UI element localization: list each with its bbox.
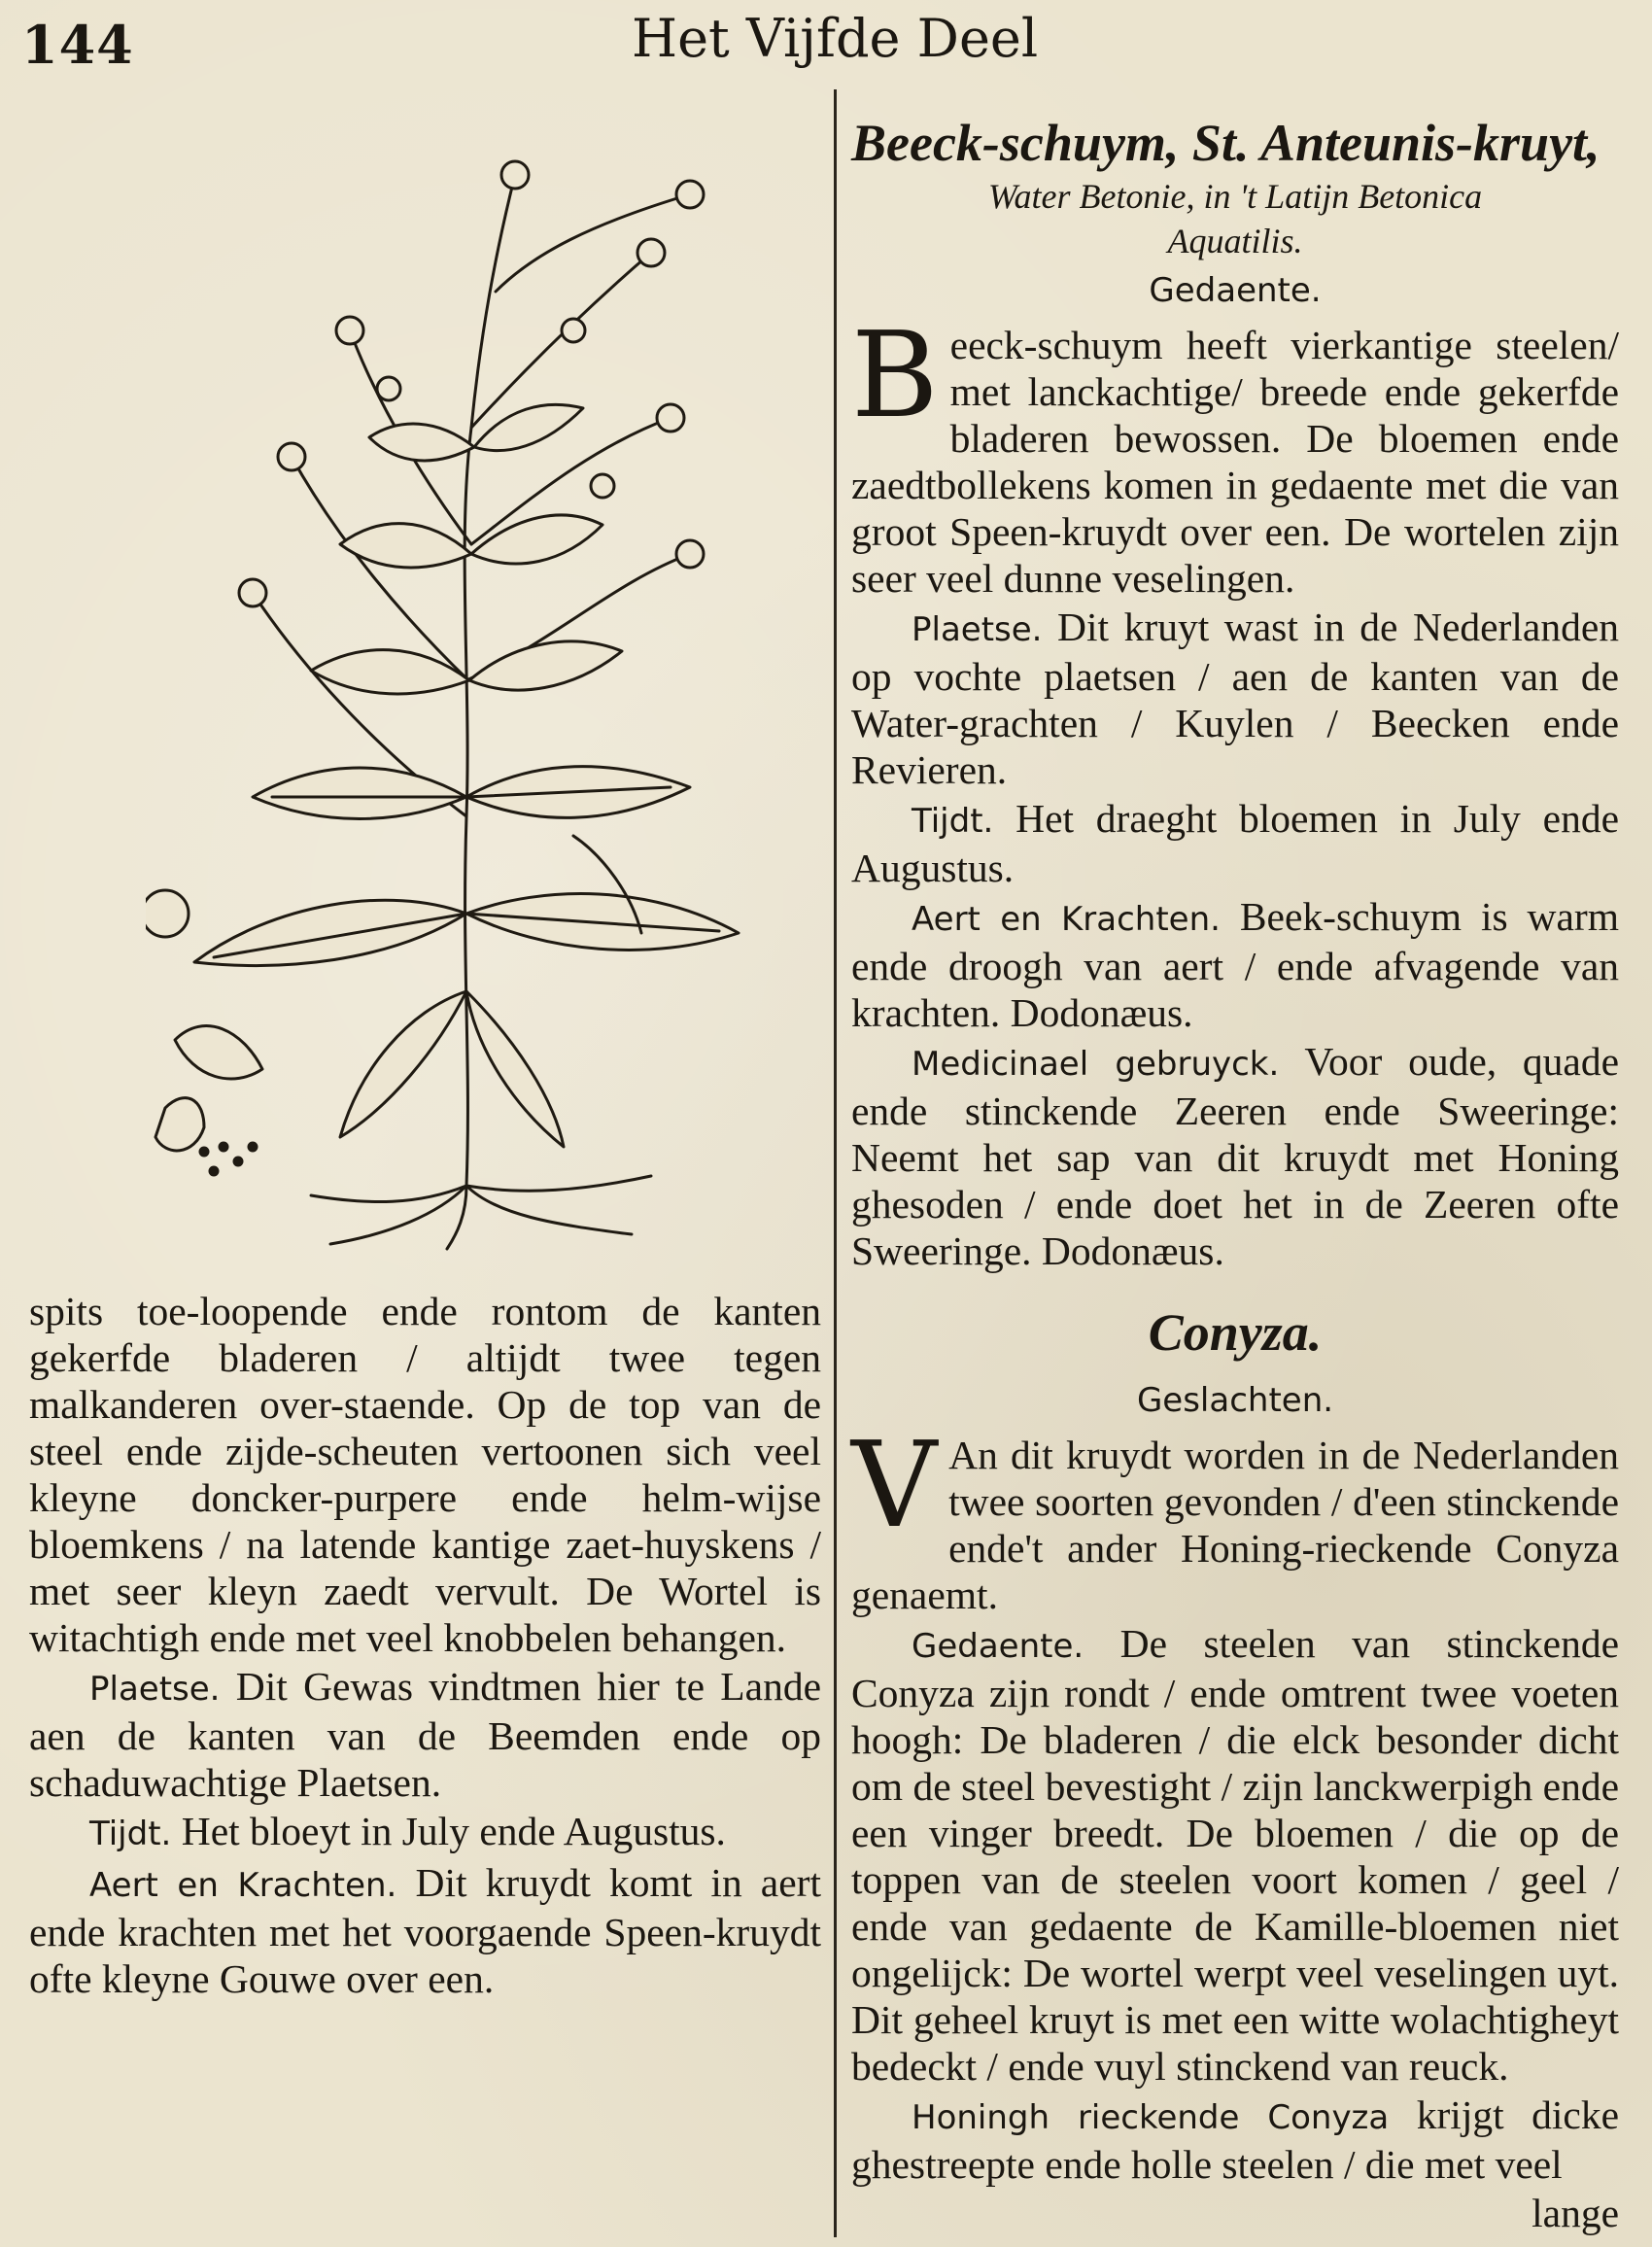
section-label: Medicinael gebruyck. (912, 1045, 1280, 1084)
entry-subtitle-line-2: Aquatilis. (1167, 222, 1303, 260)
right-paragraph-tijdt (851, 795, 1619, 891)
section-label: Plaetse. (912, 610, 1043, 649)
paragraph-text: Dit kruydt komt in aert ende krachten met het voorgaende Speen-kruydt ofte kleyne Gouwe over een. (29, 1860, 821, 2001)
section-label: Aert en Krachten. (89, 1866, 397, 1905)
left-paragraph-aert (29, 1859, 821, 2002)
entry-title-beeck-schuym: Beeck-schuym, St. Anteunis-kruyt, (851, 114, 1600, 172)
paragraph-text: eeck-schuym heeft vierkantige steelen/ met lanckachtige/ breede ende gekerfde bladeren bewossen. De bloemen ende zaedtbollekens komen in gedaente met die van groot Speen-kruydt over een. De wortelen zijn seer veel dunne veselingen. (851, 323, 1619, 601)
section-label: Tijdt. (89, 1815, 172, 1853)
page-number: 144 (21, 14, 134, 76)
column-divider (834, 89, 837, 2237)
entry-subtitle-line-1: Water Betonie, in 't Latijn Betonica (987, 177, 1483, 216)
section-label: Plaetse. (89, 1670, 221, 1709)
paragraph-text: An dit kruydt worden in de Nederlanden twee soorten gevonden / d'een stinckende ende't ander Honing-rieckende Conyza genaemt. (851, 1433, 1619, 1617)
section-label: Gedaente. (912, 1627, 1084, 1666)
right-paragraph-geslachten (851, 1416, 1619, 1618)
paragraph-text: Het draeght bloemen in July ende Augustus. (851, 796, 1619, 890)
section-heading-geslachten: Geslachten. (1136, 1381, 1334, 1420)
drop-cap-b: B (851, 306, 939, 444)
paragraph-text: Dit Gewas vindtmen hier te Lande aen de kanten van de Beemden ende op schaduwachtige Plaetsen. (29, 1664, 821, 1805)
right-column-text (851, 112, 1619, 2236)
running-title: Het Vijfde Deel (632, 8, 1039, 69)
left-paragraph-tijdt (29, 1808, 821, 1857)
paragraph-text: Beek-schuym is warm ende droogh van aert / ende afvagende van krachten. Dodonæus. (851, 894, 1619, 1035)
paragraph-text: Dit kruyt wast in de Nederlanden op vochte plaetsen / aen de kanten van de Water-grachten / Kuylen / Beecken ende Revieren. (851, 605, 1619, 792)
entry-title-conyza: Conyza. (1148, 1303, 1323, 1362)
left-paragraph-description: spits toe-loopende ende rontom de kanten gekerfde bladeren / altijdt twee tegen malkanderen over-staende. Op de top van de steel ende zijde-scheuten vertoonen sich veel kleyne doncker-purpere ende helm-wijse bloemkens / na latende kantige zaet-huyskens / met seer kleyn zaedt vervult. De Wortel is witachtigh ende met veel knobbelen behangen. (29, 1289, 821, 1660)
right-paragraph-medicinael (851, 1038, 1619, 1274)
right-paragraph-aert (851, 893, 1619, 1036)
right-paragraph-honingh (851, 2091, 1619, 2188)
paragraph-text: Het bloeyt in July ende Augustus. (181, 1809, 726, 1853)
right-paragraph-description (851, 306, 1619, 602)
catchword: lange (1532, 2191, 1619, 2235)
paragraph-text: Voor oude, quade ende stinckende Zeeren ende Sweeringe: Neemt het sap van dit kruydt met Honing ghesoden / ende doet het in de Zeeren ofte Sweeringe. Dodonæus. (851, 1039, 1619, 1273)
left-column-text (29, 1288, 821, 2002)
paragraph-text: krijgt dicke ghestreepte ende holle steelen / die met veel (851, 2092, 1619, 2187)
right-paragraph-plaetse (851, 604, 1619, 793)
woodcut-plant-illustration (146, 136, 787, 1254)
section-label: Aert en Krachten. (912, 900, 1221, 939)
left-paragraph-plaetse (29, 1663, 821, 1806)
section-heading-gedaente: Gedaente. (1149, 271, 1322, 310)
section-label: Honingh rieckende Conyza (912, 2098, 1390, 2137)
drop-cap-v: V (851, 1416, 938, 1554)
section-label: Tijdt. (912, 802, 994, 841)
right-paragraph-conyza-gedaente (851, 1620, 1619, 2090)
paragraph-text: De steelen van stinckende Conyza zijn rondt / ende omtrent twee voeten hoogh: De bladeren / die elck besonder dicht om de steel bevestight / zijn lanckwerpigh ende een vinger breedt. De bloemen / die op de toppen van de steelen voort komen / geel / ende van gedaente de Kamille-bloemen niet ongelijck: De wortel werpt veel veselingen uyt. Dit geheel kruyt is met een witte wolachtigheyt bedeckt / ende vuyl stinckend van reuck. (851, 1621, 1620, 2089)
